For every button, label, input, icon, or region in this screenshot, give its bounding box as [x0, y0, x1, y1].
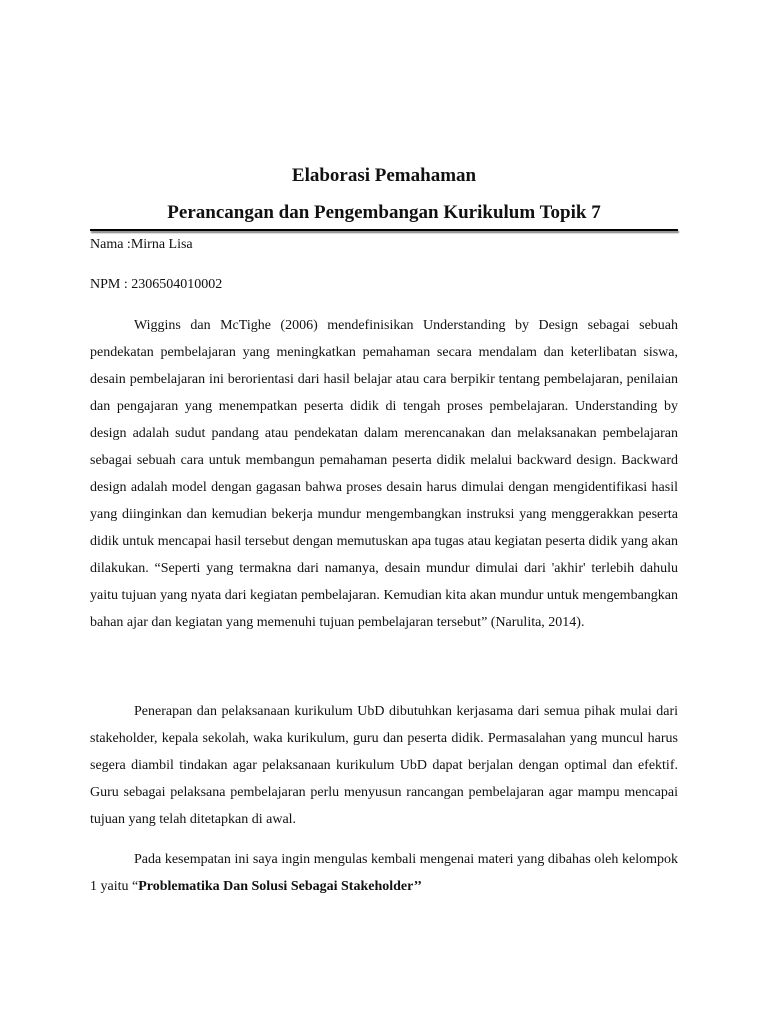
student-name: Nama :Mirna Lisa: [90, 237, 193, 252]
title-divider: [90, 229, 678, 231]
paragraph-3-text: Pada kesempatan ini saya ingin mengulas kembali mengenai materi yang dibahas oleh kelompok 1 yaitu “: [90, 852, 678, 894]
document-title: Elaborasi Pemahaman: [291, 165, 477, 186]
paragraph-1: Wiggins dan McTighe (2006) mendefinisikan Understanding by Design sebagai sebuah pendekatan pembelajaran yang meningkatkan pemahaman secara mendalam dan keterlibatan siswa, desain pembelajaran ini berorientasi dari hasil belajar atau cara berpikir tentang pembelajaran, penilaian dan pengajaran yang menempatkan peserta didik di tengah proses pembelajaran. Understanding by design adalah sudut pandang atau pendekatan dalam merencanakan dan melaksanakan pembelajaran sebagai sebuah cara untuk membangun pemahaman peserta didik melalui backward design. Backward design adalah model dengan gagasan bahwa proses desain harus dimulai dengan mengidentifikasi hasil yang diinginkan dan kemudian bekerja mundur mengembangkan instruksi yang menggerakkan peserta didik untuk mencapai hasil tersebut dengan memutuskan apa tugas atau kegiatan peserta didik yang akan dilakukan. “Seperti yang termakna dari namanya, desain mundur dimulai dari 'akhir' terlebih dahulu yaitu tujuan yang nyata dari kegiatan pembelajaran. Kemudian kita akan mundur untuk mengembangkan bahan ajar dan kegiatan yang memenuhi tujuan pembelajaran tersebut” (Narulita, 2014).: [90, 318, 678, 630]
student-npm: NPM : 2306504010002: [90, 277, 223, 292]
paragraph-2: Penerapan dan pelaksanaan kurikulum UbD dibutuhkan kerjasama dari semua pihak mulai dari stakeholder, kepala sekolah, waka kurikulum, guru dan peserta didik. Permasalahan yang muncul harus segera diambil tindakan agar pelaksanaan kurikulum UbD dapat berjalan dengan optimal dan efektif. Guru sebagai pelaksana pembelajaran perlu menyusun rancangan pembelajaran agar mampu mencapai tujuan yang telah ditetapkan di awal.: [90, 704, 678, 827]
paragraph-3: [90, 846, 678, 900]
document-subtitle: Perancangan dan Pengembangan Kurikulum Topik 7: [167, 202, 601, 223]
paragraph-3-topic: Problematika Dan Solusi Sebagai Stakeholder’’: [138, 879, 422, 894]
